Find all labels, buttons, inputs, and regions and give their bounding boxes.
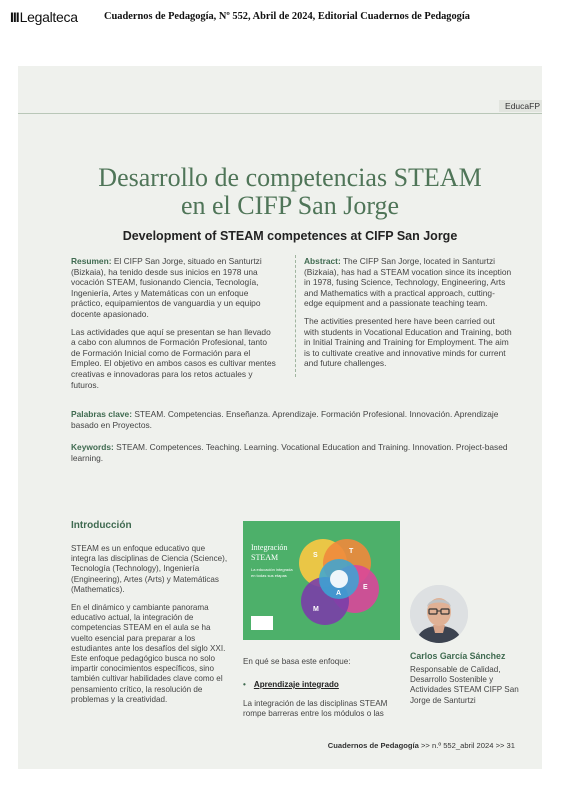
- page-footer: Cuadernos de Pedagogía >> n.º 552_abril 2024 >> 31: [327, 741, 515, 750]
- author-role: Responsable de Calidad, Desarrollo Sostenible y Actividades STEAM CIFP San Jorge de Santurtzi: [410, 665, 519, 705]
- article-subtitle: Development of STEAM competences at CIFP San Jorge: [122, 229, 458, 243]
- integrated-learning-text: La integración de las disciplinas STEAM rompe barreras entre los módulos o las: [243, 699, 388, 719]
- center-icon: [330, 570, 348, 588]
- section-tag: EducaFP: [499, 100, 542, 112]
- keywords-es: Palabras clave: STEAM. Competencias. Enseñanza. Aprendizaje. Formación Profesional. Innovación. Aprendizaje basado en Proyectos.: [71, 409, 499, 430]
- figure-caption-2: en todas sus etapas: [251, 573, 287, 578]
- figure-title-1: Integración: [251, 543, 288, 552]
- resumen-block: Resumen: El CIFP San Jorge, situado en Santurtzi (Bizkaia), ha tenido desde sus inicios en 1978 una vocación STEAM, fusionando Ciencia, Tecnología, Ingeniería, Artes y Matemáticas con un enfoque práctico, equipamientos de vanguardia y un equipo docente apasionado. Las actividades que aquí se presentan se han llevado a cabo con alumnos de Formación Profesional, tanto de Formación Inicial como de Formación para el Empleo. El objetivo en ambos casos es cultivar mentes creativas e innovadoras para los retos actuales y futuros.: [71, 256, 276, 390]
- intro-text: STEAM es un enfoque educativo que integra las disciplinas de Ciencia (Science), Tecnología (Technology), Ingeniería (Engineering), Artes (Arts) y Matemáticas (Mathematics). En el dinámico y cambiante panorama educativo actual, la integración de competencias STEAM en el aula se ha vuelto esencial para preparar a los estudiantes ante los desafíos del siglo XXI. Este enfoque pedagógico busca no solo impartir conocimientos específicos, sino también cultivar habilidades clave como el pensamiento crítico, la resolución de problemas y la creatividad.: [71, 544, 228, 704]
- bullet-integrated-learning: • Aprendizaje integrado: [243, 680, 339, 689]
- label-m: M: [313, 606, 319, 613]
- header-rule: [18, 113, 542, 114]
- figure-caption-1: La educación integrada: [251, 567, 293, 572]
- abstract-block: Abstract: The CIFP San Jorge, located in Santurtzi (Bizkaia), has had a STEAM vocation since its inception in 1978, fusing Science, Technology, Engineering, Arts and Mathematics with a practical approach, cutting-edge equipment and a passionate teaching team. The activities presented here have been carried out with students in Vocational Education and Training, both in Initial Training and Training for Employment. The aim is to cultivate creative and innovative minds for current and future challenges.: [304, 256, 512, 369]
- keywords-en: Keywords: STEAM. Competences. Teaching. Learning. Vocational Education and Training. Innovation. Project-based learning.: [71, 442, 508, 463]
- legalteca-logo: IIILegalteca: [10, 9, 78, 25]
- label-e: E: [363, 584, 368, 591]
- intro-heading: Introducción: [71, 520, 132, 531]
- small-logo: [251, 616, 273, 630]
- author-portrait: [410, 585, 468, 643]
- document-header: [0, 0, 587, 34]
- label-t: T: [349, 548, 354, 555]
- column-divider: [295, 255, 296, 377]
- resumen-label: Resumen:: [71, 256, 112, 266]
- page-number: 31: [506, 741, 515, 750]
- steam-venn-diagram: [243, 521, 400, 640]
- figure-title-2: STEAM: [251, 553, 279, 562]
- author-name: Carlos García Sánchez: [410, 651, 506, 661]
- steam-infographic: [243, 521, 400, 640]
- label-s: S: [313, 552, 318, 559]
- abstract-label: Abstract:: [304, 256, 341, 266]
- approach-intro: En qué se basa este enfoque:: [243, 657, 351, 666]
- article-title: Desarrollo de competencias STEAM en el CIFP San Jorge: [98, 163, 482, 220]
- source-citation: Cuadernos de Pedagogía, Nº 552, Abril de 2024, Editorial Cuadernos de Pedagogía: [104, 11, 470, 22]
- label-a: A: [336, 590, 342, 597]
- author-photo: [410, 585, 468, 643]
